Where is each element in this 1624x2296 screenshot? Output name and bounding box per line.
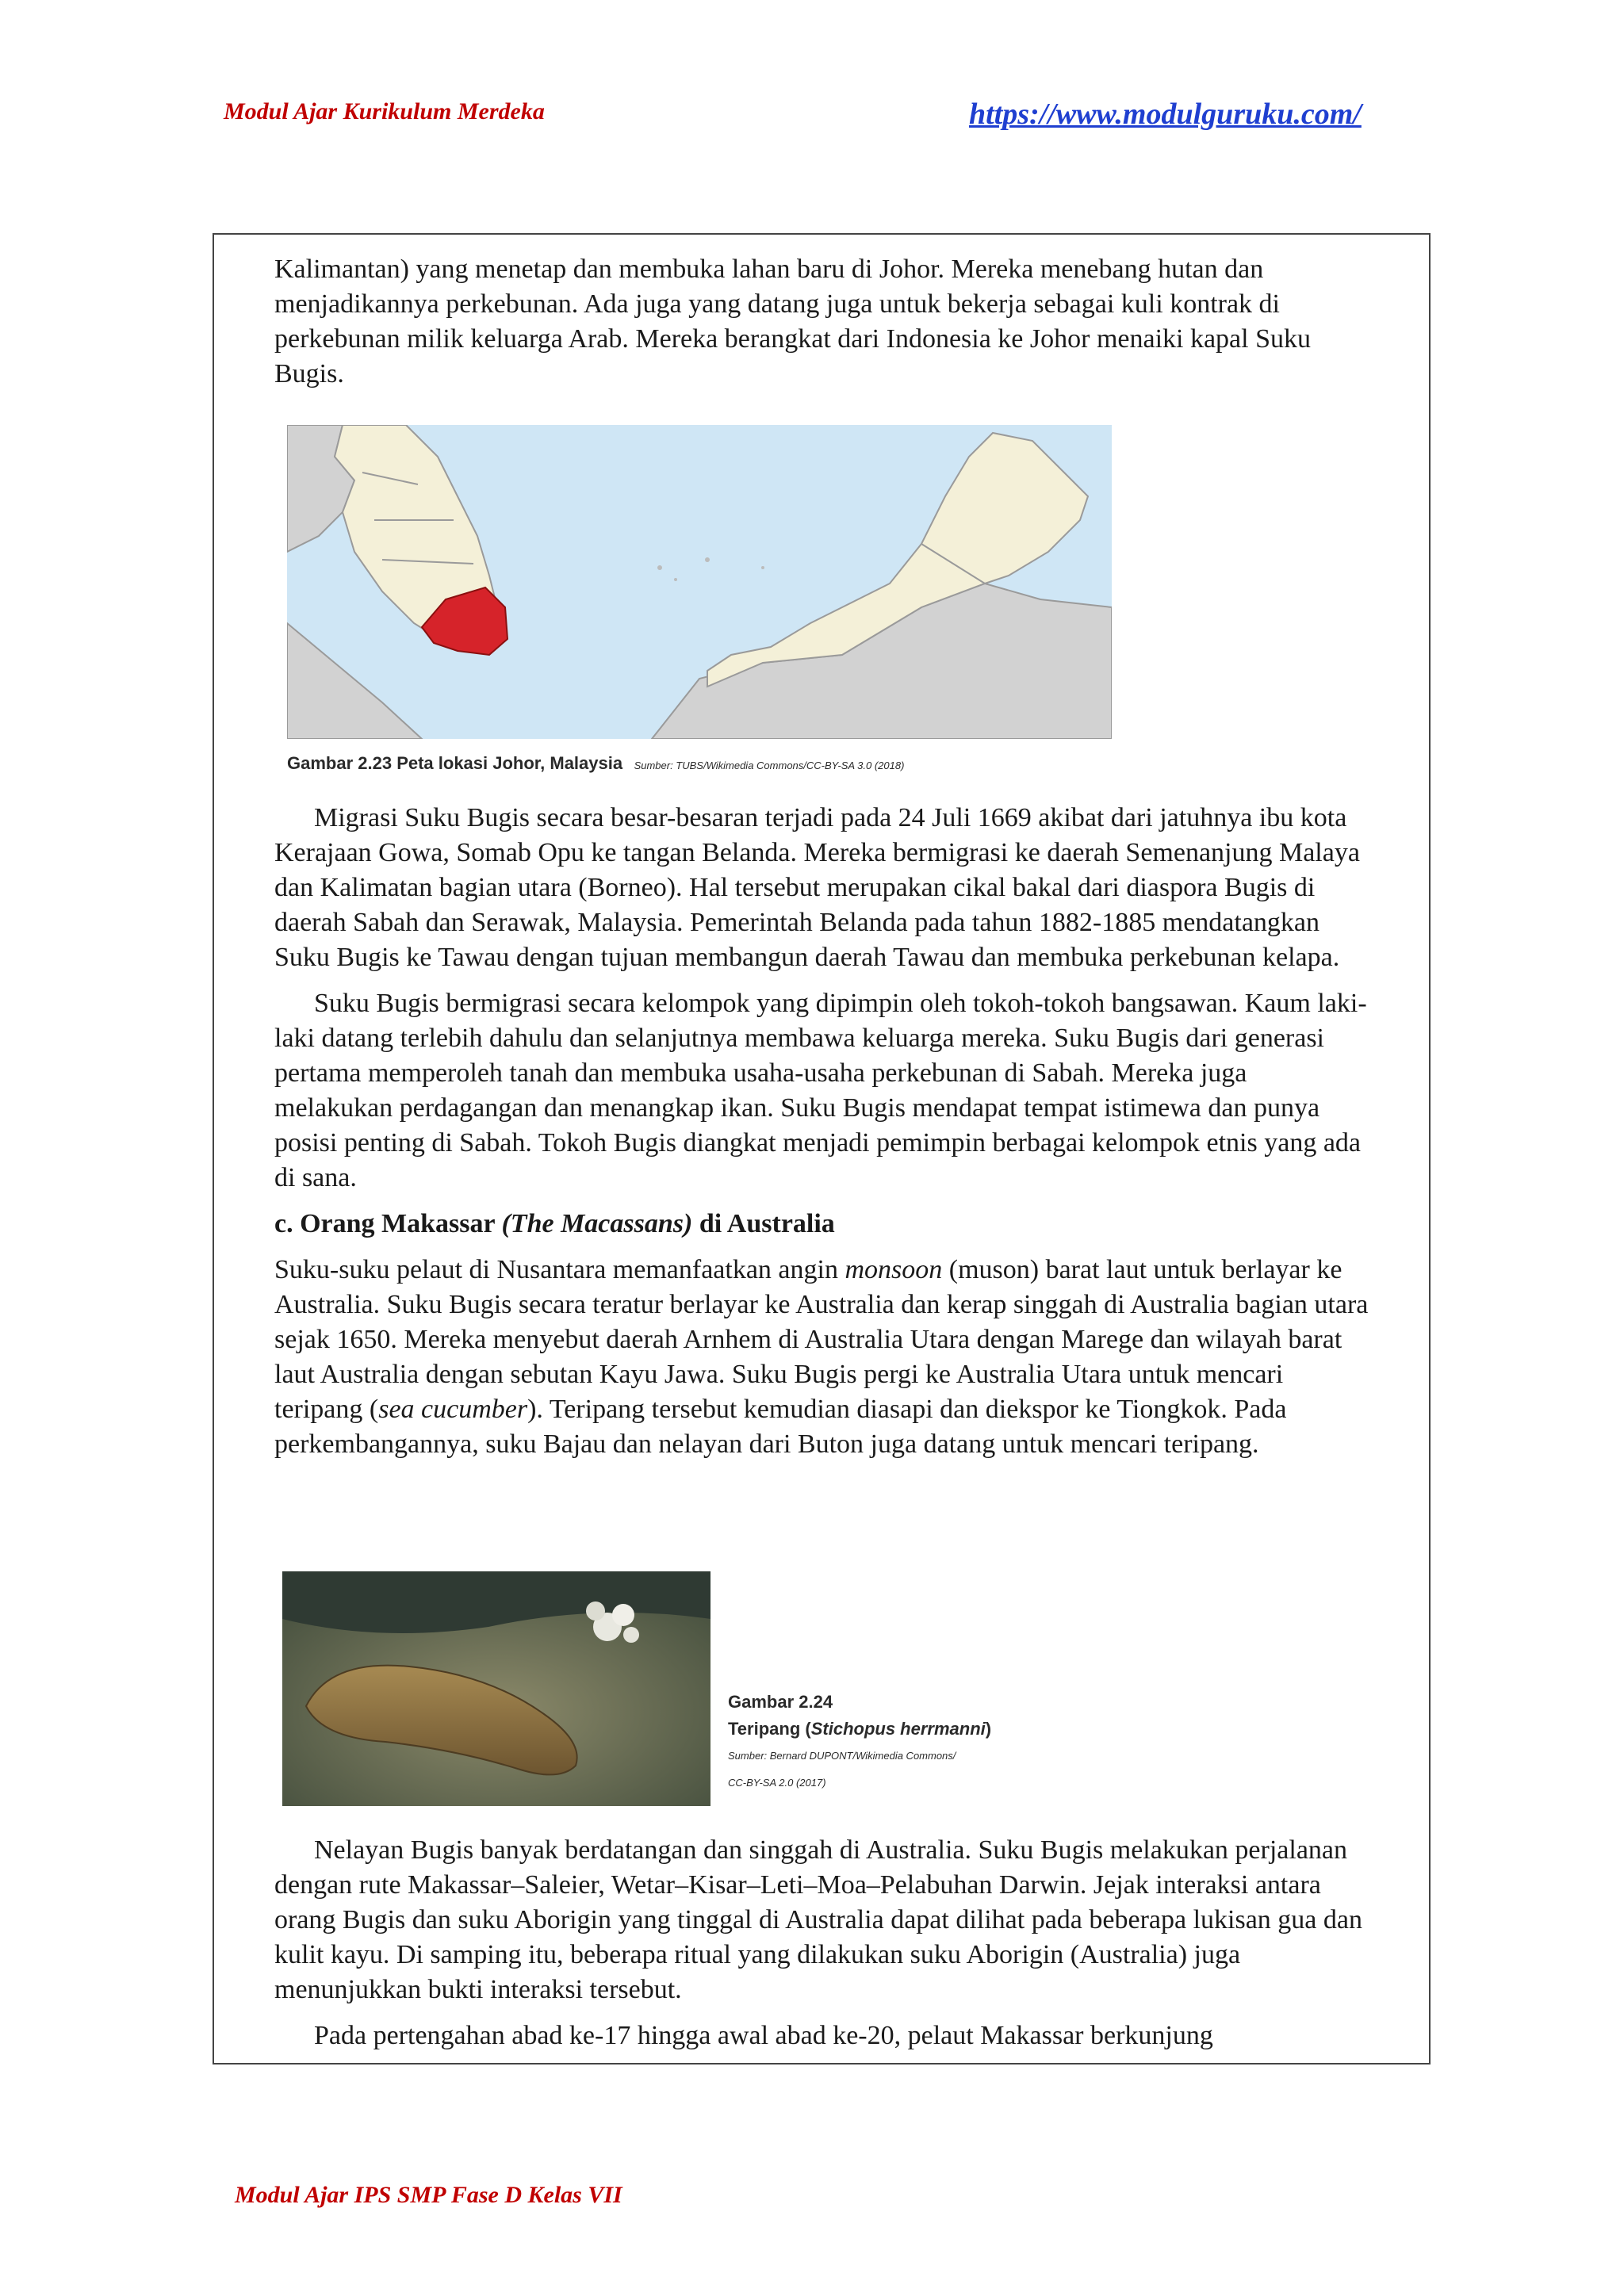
text-run: ). Teripang tersebut kemudian diasapi dan diekspor ke Tiongkok. Pada perkembangannya, suku Bajau dan nelayan dari Buton juga datang untuk mencari teripang. xyxy=(274,1395,1287,1459)
paragraph-kelompok: Suku Bugis bermigrasi secara kelompok yang dipimpin oleh tokoh-tokoh bangsawan. Kaum laki-laki datang terlebih dahulu dan selanjutnya membawa keluarga mereka. Suku Bugis dari generasi pertama memperoleh tanah dan membuka usaha-usaha perkebunan di Sabah. Mereka juga melakukan perdagangan dan menangkap ikan. Suku Bugis mendapat tempat istimewa dan punya posisi penting di Sabah. Tokoh Bugis diangkat menjadi pemimpin berbagai kelompok etnis yang ada di sana. xyxy=(274,989,1367,1192)
paragraph-intro xyxy=(274,252,1369,392)
text-italic-monsoon: monsoon xyxy=(845,1255,943,1284)
title-suffix: ) xyxy=(985,1719,992,1739)
map-island xyxy=(705,557,710,562)
paragraph-migrasi: Migrasi Suku Bugis secara besar-besaran terjadi pada 24 Juli 1669 akibat dari jatuhnya ibu kota Kerajaan Gowa, Somab Opu ke tangan Belanda. Mereka bermigrasi ke daerah Semenanjung Malaya dan Kalimatan bagian utara (Borneo). Hal tersebut merupakan cikal bakal dari diaspora Bugis di daerah Sabah dan Serawak, Malaysia. Pemerintah Belanda pada tahun 1882-1885 mendatangkan Suku Bugis ke Tawau dengan tujuan membangun daerah Tawau dan membuka perkebunan kelapa. xyxy=(274,803,1360,972)
heading-italic: (The Macassans) xyxy=(501,1209,693,1238)
figure1-caption xyxy=(287,753,1128,774)
figure1-caption-title: Gambar 2.23 Peta lokasi Johor, Malaysia xyxy=(287,753,623,773)
title-italic: Stichopus herrmanni xyxy=(810,1719,986,1739)
title-prefix: Teripang ( xyxy=(728,1719,811,1739)
paragraph-nelayan: Nelayan Bugis banyak berdatangan dan singgah di Australia. Suku Bugis melakukan perjalanan dengan rute Makassar–Saleier, Wetar–Kisar–Leti–Moa–Pelabuhan Darwin. Jejak interaksi antara orang Bugis dan suku Aborigin yang tinggal di Australia dapat dilihat pada beberapa lukisan gua dan kulit kayu. Di samping itu, beberapa ritual yang dilakukan suku Aborigin (Australia) juga menunjukkan bukti interaksi tersebut. xyxy=(274,1835,1362,2004)
malaysia-map xyxy=(287,425,1112,739)
closing-text-block xyxy=(274,1833,1369,2053)
johor-map-figure xyxy=(287,425,1112,739)
figure2-caption-label: Gambar 2.24 xyxy=(728,1692,833,1712)
footer-title: Modul Ajar IPS SMP Fase D Kelas VII xyxy=(235,2182,622,2208)
teripang-illustration xyxy=(282,1571,710,1806)
map-island xyxy=(657,565,662,570)
figure2-caption-title xyxy=(728,1716,1061,1743)
paragraph-pertengahan: Pada pertengahan abad ke-17 hingga awal abad ke-20, pelaut Makassar berkunjung xyxy=(314,2021,1213,2050)
section-heading-makassar xyxy=(274,1207,1369,1242)
header-website-link[interactable]: https://www.modulguruku.com/ xyxy=(969,98,1362,131)
text-run: Suku-suku pelaut di Nusantara memanfaatkan angin xyxy=(274,1255,845,1284)
text-italic-sea-cucumber: sea cucumber xyxy=(378,1395,528,1424)
heading-prefix: c. Orang Makassar xyxy=(274,1209,502,1238)
figure1-caption-source: Sumber: TUBS/Wikimedia Commons/CC-BY-SA 3.0 (2018) xyxy=(634,760,905,771)
paragraph-text: Kalimantan) yang menetap dan membuka lahan baru di Johor. Mereka menebang hutan dan menjadikannya perkebunan. Ada juga yang datang juga untuk bekerja sebagai kuli kontrak di perkebunan milik keluarga Arab. Mereka berangkat dari Indonesia ke Johor menaiki kapal Suku Bugis. xyxy=(274,254,1312,388)
map-island xyxy=(761,566,764,569)
heading-suffix: di Australia xyxy=(692,1209,835,1238)
map-island xyxy=(674,578,677,581)
figure2-caption-source-2: CC-BY-SA 2.0 (2017) xyxy=(728,1777,826,1789)
figure2-caption-source-1: Sumber: Bernard DUPONT/Wikimedia Commons/ xyxy=(728,1750,956,1762)
teripang-photo xyxy=(282,1571,710,1806)
header-title: Modul Ajar Kurikulum Merdeka xyxy=(224,98,545,124)
text-run: (muson) barat laut untuk berlayar ke Australia. Suku Bugis secara teratur berlayar ke Australia dan kerap singgah di Australia bagian utara sejak 1650. Mereka menyebut daerah Arnhem di Australia Utara dengan Marege dan wilayah barat laut Australia dengan sebutan Kayu Jawa. Suku Bugis pergi ke Australia Utara untuk mencari teripang ( xyxy=(274,1255,1369,1424)
main-text-block xyxy=(274,801,1369,1462)
paragraph-monsoon xyxy=(274,1253,1369,1462)
figure2-caption xyxy=(728,1689,1061,1797)
